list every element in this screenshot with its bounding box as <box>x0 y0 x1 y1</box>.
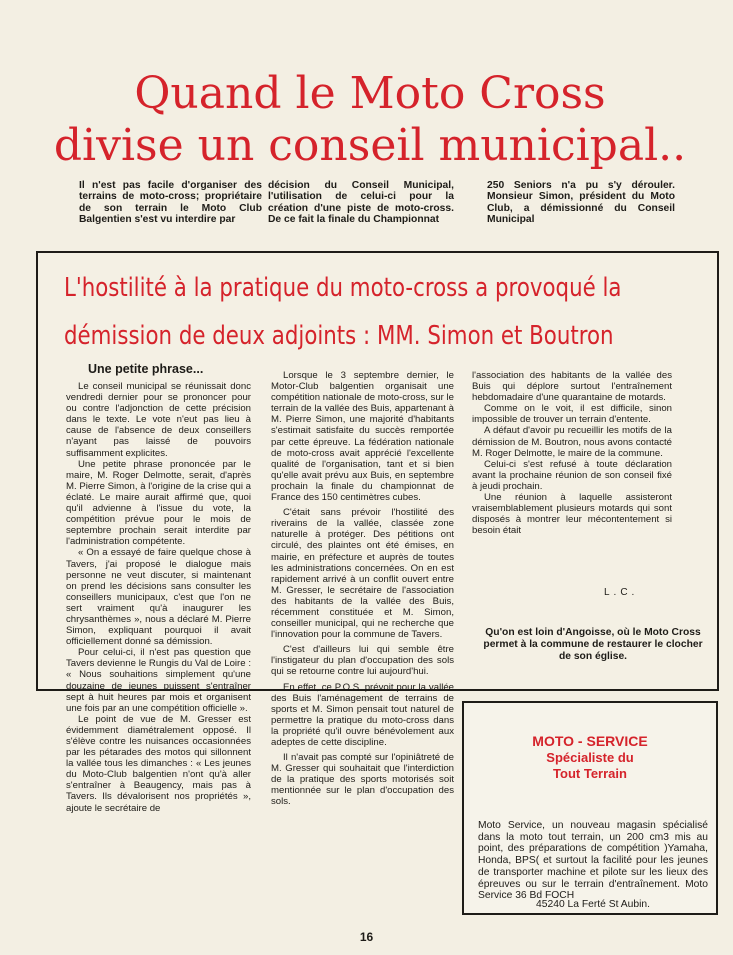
paragraph: A défaut d'avoir pu recueillir les motifs de la démission de M. Boutron, nous avons contacté M. Roger Delmotte, le maire de la commune. <box>472 425 672 459</box>
intro-column-2: décision du Conseil Municipal, l'utilisation de celui-ci pour la création d'une piste de moto-cross. De ce fait la finale du Championnat <box>268 180 454 225</box>
closing-remark: Qu'on est loin d'Angoisse, où le Moto Cross permet à la commune de restaurer le clocher de son église. <box>483 627 703 662</box>
author-initials: L.C. <box>604 587 639 598</box>
paragraph: Pour celui-ci, il n'est pas question que Tavers devienne le Rungis du Val de Loire : « Nous souhaitions simplement qu'une douzaine de jeunes puissent s'entraîner sept à huit heures par mois et organisent une fois par an une compétition officielle ». <box>66 647 251 714</box>
paragraph: Celui-ci s'est refusé à toute déclaration avant la prochaine réunion de son conseil fixé à jeudi prochain. <box>472 458 672 492</box>
ad-subtitle-1: Spécialiste du <box>546 750 634 765</box>
paragraph: Il n'avait pas compté sur l'opiniâtreté de M. Gresser qui souhaitait que l'interdiction de la pratique des sports motorisés soit mentionnée sur le plan d'occupation des sols. <box>271 752 454 808</box>
paragraph: Une petite phrase prononcée par le maire, M. Roger Delmotte, serait, d'après M. Pierre Simon, à l'origine de la crise qui a éclaté. Le maire aurait affirmé que, quoi qu'il advienne à l'issue du vote, la compétition prévue pour le mois de septembre prochain serait interdite par l'administration compétente. <box>66 458 251 548</box>
deck-line-1: L'hostilité à la pratique du moto-cross a provoqué la <box>64 273 622 303</box>
article-column-2 <box>271 370 454 808</box>
paragraph: « On a essayé de faire quelque chose à Tavers, j'ai proposé le dialogue mais personne ne veut discuter, si maintenant on prend les décisions sans consulter les conseillers municipaux, c'est que l'on ne sert vraiment qu'à inaugurer les chrysanthèmes », nous a déclaré M. Pierre Simon, expliquant pourquoi il avait officiellement donné sa démission. <box>66 547 251 648</box>
article-column-1 <box>66 381 251 814</box>
intro-column-1: Il n'est pas facile d'organiser des terrains de moto-cross; propriétaire de son terrain le Moto Club Balgentien s'est vu interdire par <box>79 180 262 225</box>
intro-block <box>0 180 733 242</box>
ad-body: Moto Service, un nouveau magasin spécialisé dans la moto tout terrain, un 200 cm3 mis au point, des préparations de compétition )Yamaha, Honda, BPS( et surtout la facilité pour les jeunes de transporter machine et pilote sur les lieux des épreuves ou sur le terrain d'entraînement. Moto Service 36 Bd FOCH <box>478 820 708 902</box>
paragraph: C'est d'ailleurs lui qui semble être l'instigateur du plan d'occupation des sols qui se retourne contre lui aujourd'hui. <box>271 644 454 678</box>
paragraph: Une réunion à laquelle assisteront vraisemblablement plusieurs motards qui sont disposés à montrer leur mécontentement si besoin était <box>472 492 672 537</box>
paragraph: Comme on le voit, il est difficile, sinon impossible de trouver un terrain d'entente. <box>472 403 672 426</box>
page-number: 16 <box>359 930 374 944</box>
article-subhead: Une petite phrase... <box>88 362 204 376</box>
intro-column-3: 250 Seniors n'a pu s'y dérouler. Monsieur Simon, président du Moto Club, a démissionné du Conseil Municipal <box>487 180 675 225</box>
ad-subtitle-2: Tout Terrain <box>553 766 627 781</box>
paragraph: En effet, ce P.O.S. prévoit pour la vallée des Buis l'aménagement de terrains de sports et M. Simon pensait tout naturel de permettre la pratique du moto-cross dans la propriété qu'il ouvre bénévolement aux adeptes de cette discipline. <box>271 681 454 748</box>
deck-line-2: démission de deux adjoints : MM. Simon et Boutron <box>64 321 614 351</box>
headline-line-2: divise un conseil municipal.. <box>53 120 687 171</box>
ad-address: 45240 La Ferté St Aubin. <box>536 899 650 910</box>
ad-title: MOTO - SERVICE <box>532 733 648 749</box>
deck-headline <box>64 264 712 360</box>
paragraph: Le point de vue de M. Gresser est évidemment diamétralement opposé. Il s'élève contre les nuisances occasionnées par les pétarades des motos qui sillonnent la vallée tous les dimanches : « Les jeunes du Moto-Club balgentien n'ont qu'à aller s'entraîner à Beaugency, mais pas à Tavers. Ils dévalorisent nos propriétés », ajoute le secrétaire de <box>66 713 251 814</box>
article-column-3 <box>472 370 672 536</box>
paragraph: C'était sans prévoir l'hostilité des riverains de la vallée, classée zone naturelle à protéger. Des pétitions ont circulé, des plaintes ont été émises, en mairie, en préfecture et auprès de toutes les administrations concernées. On en est rapidement arrivé à un conflit ouvert entre M. Gresser, le secrétaire de l'association des habitants de la vallée des Buis, récemment constituée et M. Simon, conseiller municipal, qui ne recherche que l'innovation pour la commune de Tavers. <box>271 507 454 641</box>
paragraph: Lorsque le 3 septembre dernier, le Motor-Club balgentien organisait une compétition nationale de moto-cross, sur le terrain de la vallée des Buis, appartenant à M. Pierre Simon, une majorité d'habitants s'estimait satisfaite du succès remportée par cette épreuve. La fédération nationale de moto-cross avait apprécié l'excellente qualité de l'organisation, tant et si bien qu'elle avait prévu aux Buis, en septembre prochain la finale du championnat de France des 150 centimètres cubes. <box>271 370 454 504</box>
paragraph: l'association des habitants de la vallée des Buis qui déplore surtout l'entraînement hebdomadaire d'une quarantaine de motards. <box>472 370 672 404</box>
headline <box>20 68 720 172</box>
paragraph: Le conseil municipal se réunissait donc vendredi dernier pour se prononcer pour ou contre l'adjonction de cette précision dans le texte. Le vote n'eut pas lieu à cause de l'absence de deux conseillers n'ayant pas laissé de pouvoirs suffisamment explicites. <box>66 381 251 459</box>
headline-line-1: Quand le Moto Cross <box>134 68 606 119</box>
